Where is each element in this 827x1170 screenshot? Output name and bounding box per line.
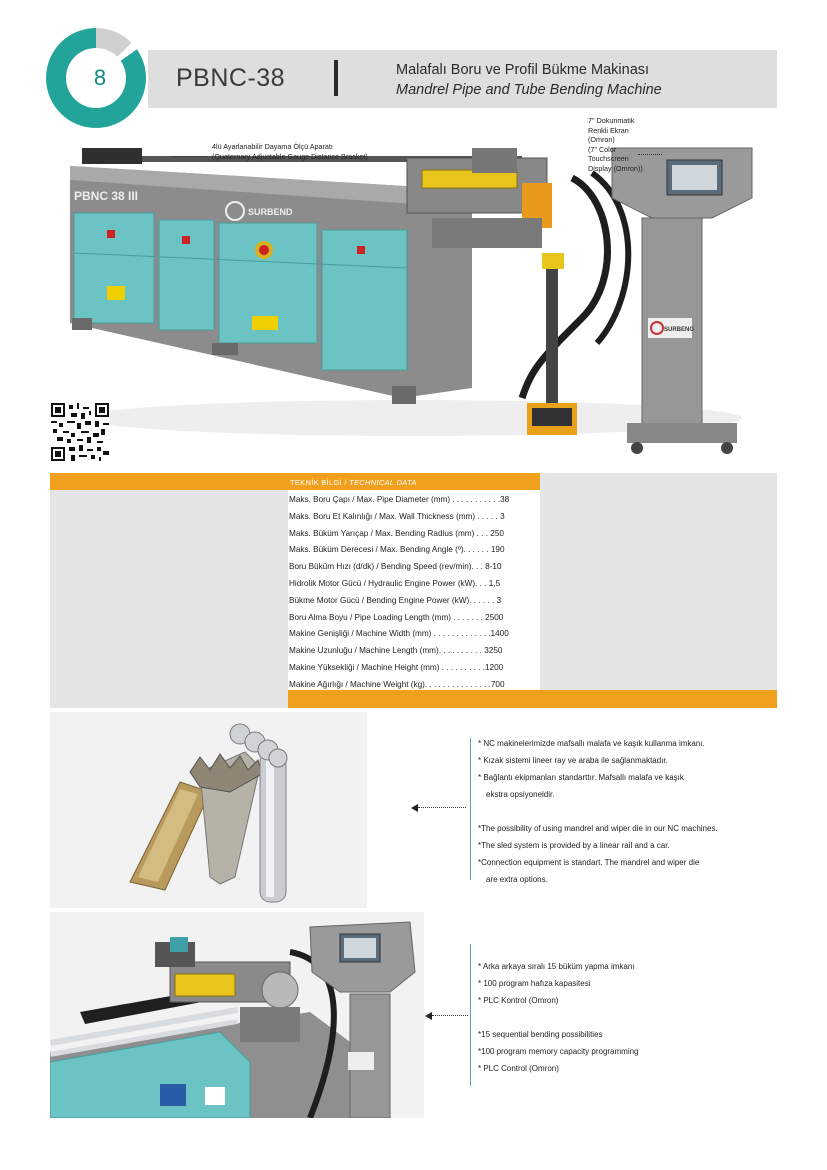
callout-screen-line6: Display (Omron))	[588, 163, 643, 173]
machine-label: PBNC 38 III	[74, 189, 139, 203]
tooling-photo	[50, 712, 367, 908]
machine-illustration	[52, 118, 777, 473]
header-divider	[334, 60, 338, 96]
tooling-note-tr-1: * NC makinelerimizde mafsallı malafa ve kaşık kullanma imkanı.	[478, 739, 705, 748]
title-english: Mandrel Pipe and Tube Bending Machine	[396, 82, 662, 98]
control-detail-photo	[50, 912, 424, 1118]
machine-photo	[52, 118, 777, 473]
tooling-note-tr-3: * Bağlantı ekipmanları standarttır. Mafsallı malafa ve kaşık	[478, 773, 684, 782]
technical-data-row: Hidrolik Motor Gücü / Hydraulic Engine Power (kW). . . 1,5	[289, 578, 501, 588]
control-notes-rule	[470, 944, 471, 1086]
control-note-en-1: *15 sequential bending possibilities	[478, 1030, 603, 1039]
callout-gauge-line1: 4lü Ayarlanabilir Dayama Ölçü Aparatı	[212, 142, 333, 151]
control-notes	[478, 958, 639, 1077]
technical-data-row: Boru Büküm Hızı (d/dk) / Bending Speed (rev/min). . . 8-10	[289, 562, 502, 572]
technical-heading-tr: TEKNİK BİLGİ	[290, 478, 342, 487]
control-arrow-icon	[425, 1012, 432, 1020]
technical-data-row: Makine Yüksekliği / Machine Height (mm) . . . . . . . . . .1200	[289, 662, 504, 672]
tooling-notes	[478, 735, 718, 888]
callout-screen-line1: 7" Dokunmatik	[588, 118, 635, 125]
cabinet-brand-label: SURBENG	[664, 327, 695, 333]
callout-screen-line3: (Omron)	[588, 135, 615, 144]
brand-label: SURBEND	[248, 207, 293, 217]
model-name: PBNC-38	[176, 64, 286, 92]
tooling-note-en-3: *Connection equipment is standart. The mandrel and wiper die	[478, 858, 700, 867]
technical-data-row: Makine Genişliği / Machine Width (mm) . . . . . . . . . . . . .1400	[289, 629, 509, 639]
technical-data-row: Makine Ağırlığı / Machine Weight (kg). . . . . . . . . . . . . . .700	[289, 679, 505, 689]
callout-screen-leader	[638, 154, 662, 155]
technical-data-row: Makine Uzunluğu / Machine Length (mm). . . . . . . . . . 3250	[289, 646, 503, 656]
technical-data-row: Maks. Büküm Yarıçap / Max. Bending Radius (mm) . . . 250	[289, 528, 504, 538]
technical-data-row: Maks. Boru Et Kalınlığı / Max. Wall Thickness (mm) . . . . . 3	[289, 511, 505, 521]
technical-data-heading: TEKNİK BİLGİ / TECHNICAL DATA	[290, 478, 417, 487]
tooling-arrow-icon	[411, 804, 418, 812]
tooling-note-tr-4: ekstra opsiyoneldir.	[486, 790, 555, 799]
tooling-note-tr-2: * Kızak sistemi lineer ray ve araba ile sağlanmaktadır.	[478, 756, 668, 765]
qr-code[interactable]	[51, 403, 109, 461]
callout-gauge-bracket	[212, 142, 368, 161]
title-turkish: Malafalı Boru ve Profil Bükme Makinası	[396, 62, 650, 78]
callout-screen-line2: Renkli Ekran	[588, 125, 629, 135]
control-note-en-2: *100 program memory capacity programming	[478, 1047, 639, 1056]
technical-data-rows	[289, 492, 541, 694]
control-note-tr-2: * 100 program hafıza kapasitesi	[478, 979, 591, 988]
control-note-tr-1: * Arka arkaya sıralı 15 büküm yapma imkanı	[478, 962, 635, 971]
page-number: 8	[93, 65, 107, 90]
callout-gauge-line2: (Quaternary Adjustable Gauge Distance Bracket)	[212, 151, 368, 161]
tooling-notes-rule	[470, 738, 471, 880]
callout-gauge-leader	[172, 156, 210, 157]
tooling-leader	[418, 807, 466, 808]
technical-heading-en: TECHNICAL DATA	[349, 478, 417, 487]
tooling-note-en-2: *The sled system is provided by a linear rail and a car.	[478, 841, 670, 850]
control-note-tr-3: * PLC Kontrol (Omron)	[478, 996, 559, 1005]
technical-data-row: Boru Alma Boyu / Pipe Loading Length (mm) . . . . . . . 2500	[289, 612, 504, 622]
control-leader	[432, 1015, 468, 1016]
tooling-note-en-1: *The possibility of using mandrel and wiper die in our NC machines.	[478, 824, 718, 833]
callout-screen-line5: Touchscreen	[588, 154, 629, 163]
control-detail-illustration	[50, 912, 424, 1118]
tooling-illustration	[50, 712, 367, 908]
technical-data-row: Maks. Büküm Derecesi / Max. Bending Angle (º). . . . . . 190	[289, 545, 505, 555]
technical-data-row: Maks. Boru Çapı / Max. Pipe Diameter (mm) . . . . . . . . . . .38	[289, 495, 510, 504]
tooling-note-en-4: are extra options.	[486, 875, 548, 884]
callout-screen-line4: (7" Color	[588, 144, 617, 154]
technical-data-row: Bükme Motor Gücü / Bending Engine Power (kW). . . . . . 3	[289, 595, 502, 605]
callout-touchscreen	[588, 118, 643, 173]
control-note-en-3: * PLC Control (Omron)	[478, 1064, 559, 1073]
